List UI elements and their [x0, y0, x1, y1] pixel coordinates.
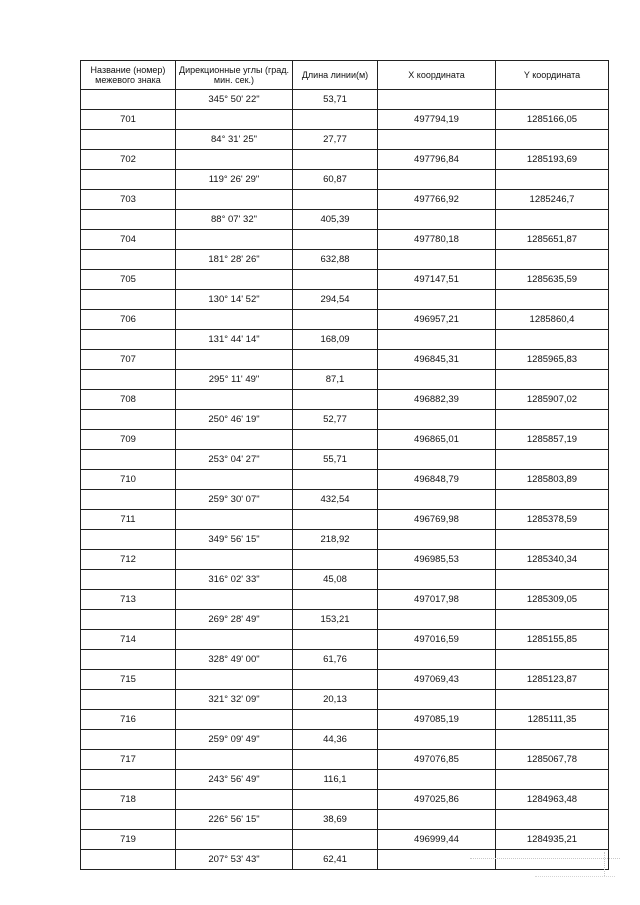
cell-x-coordinate: 497780,18 — [378, 230, 496, 250]
cell-y-coordinate — [496, 810, 609, 830]
cell-mark-name: 713 — [81, 590, 176, 610]
table-row — [81, 250, 609, 270]
cell-mark-name — [81, 210, 176, 230]
cell-line-length: 27,77 — [293, 130, 378, 150]
cell-direction-angle — [176, 310, 293, 330]
cell-mark-name: 701 — [81, 110, 176, 130]
cell-x-coordinate — [378, 770, 496, 790]
table-row — [81, 750, 609, 770]
cell-line-length — [293, 150, 378, 170]
table-row — [81, 350, 609, 370]
cell-y-coordinate — [496, 650, 609, 670]
table-row — [81, 590, 609, 610]
cell-mark-name: 703 — [81, 190, 176, 210]
header-line-length: Длина линии(м) — [293, 61, 378, 90]
table-row — [81, 830, 609, 850]
cell-line-length: 62,41 — [293, 850, 378, 870]
cell-y-coordinate — [496, 90, 609, 110]
cell-line-length — [293, 670, 378, 690]
table-row — [81, 450, 609, 470]
cell-mark-name — [81, 170, 176, 190]
cell-mark-name — [81, 370, 176, 390]
cell-direction-angle: 119° 26' 29" — [176, 170, 293, 190]
cell-mark-name — [81, 770, 176, 790]
cell-y-coordinate: 1285907,02 — [496, 390, 609, 410]
cell-direction-angle — [176, 230, 293, 250]
table-row — [81, 230, 609, 250]
header-direction-angle: Дирекционные углы (град. мин. сек.) — [176, 61, 293, 90]
cell-y-coordinate — [496, 610, 609, 630]
cell-x-coordinate: 497766,92 — [378, 190, 496, 210]
cell-mark-name: 719 — [81, 830, 176, 850]
cell-y-coordinate — [496, 330, 609, 350]
cell-line-length — [293, 630, 378, 650]
cell-y-coordinate — [496, 410, 609, 430]
cell-mark-name — [81, 690, 176, 710]
cell-mark-name — [81, 330, 176, 350]
cell-direction-angle — [176, 110, 293, 130]
table-row — [81, 370, 609, 390]
cell-x-coordinate — [378, 90, 496, 110]
cell-y-coordinate: 1285965,83 — [496, 350, 609, 370]
cell-y-coordinate — [496, 130, 609, 150]
cell-direction-angle — [176, 390, 293, 410]
table-row — [81, 110, 609, 130]
cell-direction-angle: 349° 56' 15" — [176, 530, 293, 550]
table-row — [81, 90, 609, 110]
cell-line-length: 45,08 — [293, 570, 378, 590]
cell-x-coordinate: 497796,84 — [378, 150, 496, 170]
cell-y-coordinate: 1285123,87 — [496, 670, 609, 690]
boundary-marks-table — [80, 60, 609, 870]
table-row — [81, 570, 609, 590]
cell-direction-angle: 328° 49' 00" — [176, 650, 293, 670]
cell-y-coordinate — [496, 210, 609, 230]
cell-x-coordinate: 497085,19 — [378, 710, 496, 730]
cell-x-coordinate: 496882,39 — [378, 390, 496, 410]
cell-y-coordinate: 1285193,69 — [496, 150, 609, 170]
cell-direction-angle — [176, 470, 293, 490]
cell-mark-name — [81, 530, 176, 550]
cell-direction-angle: 259° 30' 07" — [176, 490, 293, 510]
cell-direction-angle — [176, 630, 293, 650]
cell-y-coordinate: 1285246,7 — [496, 190, 609, 210]
cell-x-coordinate — [378, 530, 496, 550]
cell-mark-name: 709 — [81, 430, 176, 450]
cell-direction-angle — [176, 190, 293, 210]
cell-mark-name: 711 — [81, 510, 176, 530]
table-row — [81, 410, 609, 430]
cell-mark-name: 718 — [81, 790, 176, 810]
cell-x-coordinate: 496999,44 — [378, 830, 496, 850]
cell-y-coordinate — [496, 490, 609, 510]
cell-x-coordinate — [378, 490, 496, 510]
cell-line-length — [293, 390, 378, 410]
cell-y-coordinate: 1285340,34 — [496, 550, 609, 570]
cell-line-length: 44,36 — [293, 730, 378, 750]
cell-direction-angle: 130° 14' 52" — [176, 290, 293, 310]
cell-y-coordinate — [496, 530, 609, 550]
cell-line-length: 116,1 — [293, 770, 378, 790]
cell-x-coordinate — [378, 330, 496, 350]
scan-noise — [535, 876, 615, 878]
cell-y-coordinate — [496, 370, 609, 390]
cell-line-length — [293, 110, 378, 130]
cell-mark-name: 707 — [81, 350, 176, 370]
cell-mark-name: 705 — [81, 270, 176, 290]
cell-x-coordinate — [378, 730, 496, 750]
cell-line-length — [293, 790, 378, 810]
cell-mark-name: 715 — [81, 670, 176, 690]
cell-y-coordinate: 1285860,4 — [496, 310, 609, 330]
cell-direction-angle: 316° 02' 33" — [176, 570, 293, 590]
cell-y-coordinate: 1285309,05 — [496, 590, 609, 610]
cell-mark-name: 712 — [81, 550, 176, 570]
cell-direction-angle: 321° 32' 09" — [176, 690, 293, 710]
cell-line-length: 168,09 — [293, 330, 378, 350]
table-row — [81, 650, 609, 670]
cell-direction-angle — [176, 670, 293, 690]
cell-direction-angle: 253° 04' 27" — [176, 450, 293, 470]
cell-line-length — [293, 750, 378, 770]
cell-direction-angle — [176, 430, 293, 450]
table-row — [81, 550, 609, 570]
cell-x-coordinate — [378, 450, 496, 470]
cell-direction-angle: 84° 31' 25" — [176, 130, 293, 150]
cell-x-coordinate — [378, 370, 496, 390]
cell-x-coordinate: 497016,59 — [378, 630, 496, 650]
cell-line-length: 405,39 — [293, 210, 378, 230]
table-row — [81, 470, 609, 490]
cell-direction-angle: 345° 50' 22" — [176, 90, 293, 110]
table-row — [81, 210, 609, 230]
table-row — [81, 670, 609, 690]
cell-x-coordinate: 496957,21 — [378, 310, 496, 330]
cell-x-coordinate — [378, 610, 496, 630]
cell-y-coordinate: 1285155,85 — [496, 630, 609, 650]
cell-x-coordinate: 496848,79 — [378, 470, 496, 490]
cell-direction-angle: 226° 56' 15" — [176, 810, 293, 830]
scan-noise — [604, 852, 606, 876]
cell-mark-name — [81, 490, 176, 510]
table-row — [81, 290, 609, 310]
cell-mark-name: 716 — [81, 710, 176, 730]
cell-line-length — [293, 230, 378, 250]
cell-x-coordinate: 496865,01 — [378, 430, 496, 450]
cell-x-coordinate: 496845,31 — [378, 350, 496, 370]
cell-mark-name — [81, 810, 176, 830]
table-row — [81, 130, 609, 150]
cell-x-coordinate — [378, 570, 496, 590]
cell-line-length — [293, 590, 378, 610]
cell-x-coordinate — [378, 690, 496, 710]
cell-line-length: 53,71 — [293, 90, 378, 110]
cell-line-length: 60,87 — [293, 170, 378, 190]
table-row — [81, 690, 609, 710]
cell-x-coordinate: 496769,98 — [378, 510, 496, 530]
cell-y-coordinate: 1285378,59 — [496, 510, 609, 530]
cell-mark-name: 702 — [81, 150, 176, 170]
cell-direction-angle — [176, 150, 293, 170]
cell-y-coordinate — [496, 570, 609, 590]
cell-mark-name — [81, 250, 176, 270]
cell-direction-angle: 88° 07' 32" — [176, 210, 293, 230]
cell-line-length: 432,54 — [293, 490, 378, 510]
cell-direction-angle: 250° 46' 19" — [176, 410, 293, 430]
cell-mark-name — [81, 450, 176, 470]
cell-mark-name — [81, 410, 176, 430]
cell-x-coordinate: 497076,85 — [378, 750, 496, 770]
cell-y-coordinate: 1285067,78 — [496, 750, 609, 770]
cell-line-length: 38,69 — [293, 810, 378, 830]
cell-line-length — [293, 470, 378, 490]
table-row — [81, 610, 609, 630]
cell-y-coordinate — [496, 290, 609, 310]
cell-direction-angle — [176, 830, 293, 850]
cell-x-coordinate — [378, 290, 496, 310]
cell-direction-angle: 207° 53' 43" — [176, 850, 293, 870]
table-row — [81, 510, 609, 530]
header-x-coordinate: X координата — [378, 61, 496, 90]
table-body — [81, 90, 609, 870]
cell-x-coordinate — [378, 210, 496, 230]
cell-x-coordinate — [378, 410, 496, 430]
cell-line-length: 20,13 — [293, 690, 378, 710]
cell-line-length — [293, 830, 378, 850]
cell-line-length: 52,77 — [293, 410, 378, 430]
cell-y-coordinate: 1285635,59 — [496, 270, 609, 290]
cell-line-length — [293, 310, 378, 330]
cell-line-length — [293, 350, 378, 370]
cell-y-coordinate: 1284935,21 — [496, 830, 609, 850]
cell-direction-angle — [176, 270, 293, 290]
cell-y-coordinate: 1285111,35 — [496, 710, 609, 730]
cell-line-length — [293, 430, 378, 450]
table-header-row — [81, 61, 609, 90]
header-mark-name: Название (номер) межевого знака — [81, 61, 176, 90]
cell-mark-name: 704 — [81, 230, 176, 250]
cell-x-coordinate: 497794,19 — [378, 110, 496, 130]
cell-x-coordinate — [378, 250, 496, 270]
table-row — [81, 530, 609, 550]
cell-direction-angle — [176, 590, 293, 610]
cell-x-coordinate: 497025,86 — [378, 790, 496, 810]
cell-y-coordinate: 1285857,19 — [496, 430, 609, 450]
cell-y-coordinate: 1285651,87 — [496, 230, 609, 250]
cell-x-coordinate — [378, 130, 496, 150]
cell-mark-name — [81, 610, 176, 630]
cell-direction-angle: 243° 56' 49" — [176, 770, 293, 790]
cell-line-length: 632,88 — [293, 250, 378, 270]
cell-x-coordinate: 497017,98 — [378, 590, 496, 610]
cell-line-length: 153,21 — [293, 610, 378, 630]
table-row — [81, 730, 609, 750]
cell-mark-name — [81, 90, 176, 110]
table-row — [81, 770, 609, 790]
cell-y-coordinate — [496, 170, 609, 190]
cell-line-length — [293, 550, 378, 570]
cell-line-length — [293, 190, 378, 210]
cell-mark-name: 710 — [81, 470, 176, 490]
cell-line-length — [293, 710, 378, 730]
table-row — [81, 630, 609, 650]
table-row — [81, 150, 609, 170]
table-row — [81, 490, 609, 510]
cell-mark-name — [81, 730, 176, 750]
cell-y-coordinate — [496, 770, 609, 790]
table-row — [81, 270, 609, 290]
cell-mark-name — [81, 290, 176, 310]
header-y-coordinate: Y координата — [496, 61, 609, 90]
cell-direction-angle — [176, 790, 293, 810]
table-row — [81, 790, 609, 810]
cell-line-length: 55,71 — [293, 450, 378, 470]
table-row — [81, 710, 609, 730]
table-row — [81, 390, 609, 410]
cell-direction-angle — [176, 350, 293, 370]
cell-x-coordinate: 496985,53 — [378, 550, 496, 570]
cell-y-coordinate — [496, 250, 609, 270]
cell-direction-angle — [176, 550, 293, 570]
cell-x-coordinate: 497147,51 — [378, 270, 496, 290]
table-row — [81, 190, 609, 210]
table-row — [81, 430, 609, 450]
cell-y-coordinate: 1285166,05 — [496, 110, 609, 130]
cell-x-coordinate — [378, 650, 496, 670]
cell-x-coordinate — [378, 170, 496, 190]
cell-mark-name: 717 — [81, 750, 176, 770]
cell-x-coordinate: 497069,43 — [378, 670, 496, 690]
cell-y-coordinate — [496, 730, 609, 750]
cell-mark-name: 708 — [81, 390, 176, 410]
table-row — [81, 810, 609, 830]
cell-y-coordinate: 1285803,89 — [496, 470, 609, 490]
cell-direction-angle — [176, 750, 293, 770]
cell-line-length: 61,76 — [293, 650, 378, 670]
cell-direction-angle: 181° 28' 26" — [176, 250, 293, 270]
cell-mark-name — [81, 570, 176, 590]
cell-mark-name — [81, 130, 176, 150]
table-row — [81, 170, 609, 190]
cell-direction-angle: 259° 09' 49" — [176, 730, 293, 750]
cell-mark-name: 706 — [81, 310, 176, 330]
cell-mark-name — [81, 850, 176, 870]
cell-y-coordinate — [496, 450, 609, 470]
cell-mark-name: 714 — [81, 630, 176, 650]
cell-line-length: 218,92 — [293, 530, 378, 550]
cell-line-length: 294,54 — [293, 290, 378, 310]
table-row — [81, 310, 609, 330]
cell-line-length — [293, 510, 378, 530]
cell-y-coordinate: 1284963,48 — [496, 790, 609, 810]
cell-line-length — [293, 270, 378, 290]
cell-x-coordinate — [378, 810, 496, 830]
cell-direction-angle: 295° 11' 49" — [176, 370, 293, 390]
cell-direction-angle: 269° 28' 49" — [176, 610, 293, 630]
cell-y-coordinate — [496, 690, 609, 710]
cell-direction-angle — [176, 510, 293, 530]
cell-mark-name — [81, 650, 176, 670]
cell-line-length: 87,1 — [293, 370, 378, 390]
cell-direction-angle: 131° 44' 14" — [176, 330, 293, 350]
cell-direction-angle — [176, 710, 293, 730]
table-row — [81, 330, 609, 350]
